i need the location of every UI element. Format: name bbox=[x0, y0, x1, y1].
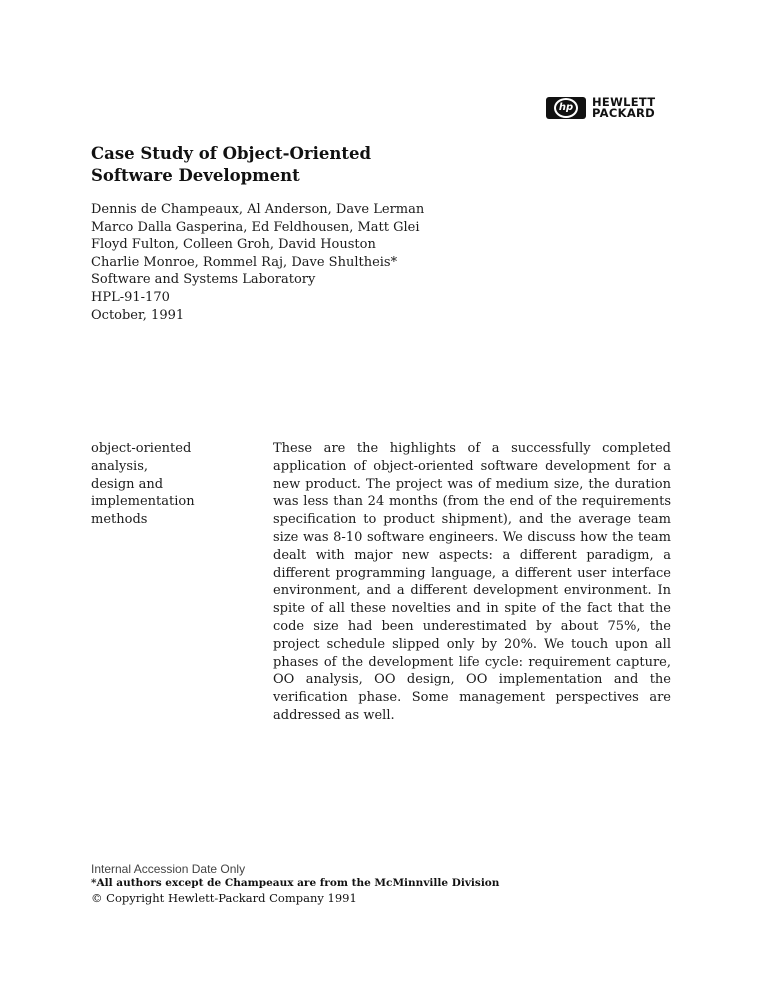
author-line: Dennis de Champeaux, Al Anderson, Dave Lerman bbox=[91, 202, 425, 217]
laboratory: Software and Systems Laboratory bbox=[91, 272, 316, 288]
keywords bbox=[91, 440, 195, 529]
logo-line-1: HEWLETT bbox=[592, 95, 656, 109]
title-line-2: Software Development bbox=[91, 166, 300, 185]
hp-logo-icon bbox=[546, 97, 586, 119]
accession-note: Internal Accession Date Only bbox=[91, 862, 246, 876]
author-footnote: *All authors except de Champeaux are from the McMinnville Division bbox=[91, 877, 500, 889]
author-line: Marco Dalla Gasperina, Ed Feldhousen, Matt Glei bbox=[91, 219, 420, 235]
hp-logo bbox=[546, 97, 655, 119]
footer bbox=[91, 862, 499, 906]
paper-metadata bbox=[91, 201, 424, 324]
author-line: Floyd Fulton, Colleen Groh, David Houston bbox=[91, 237, 376, 253]
keyword-line: object-oriented bbox=[91, 441, 192, 456]
report-number: HPL-91-170 bbox=[91, 289, 170, 305]
hp-logo-mark-text: hp bbox=[554, 98, 578, 118]
abstract: These are the highlights of a successfully completed application of object-oriented software development for a new product. The project was of medium size, the duration was less than 24 months (from the end of the requirements specification to product shipment), and the average team size was 8-10 software engineers. We discuss how the team dealt with major new aspects: a different paradigm, a different programming language, a different user interface environment, and a different development environment. In spite of all these novelties and in spite of the fact that the code size had been underestimated by about 75%, the project schedule slipped only by 20%. We touch upon all phases of the development life cycle: requirement capture, OO analysis, OO design, OO implementation and the verification phase. Some management perspectives are addressed as well. bbox=[273, 441, 671, 723]
logo-line-2: PACKARD bbox=[592, 106, 656, 120]
title-line-1: Case Study of Object-Oriented bbox=[91, 144, 371, 163]
keyword-line: implementation bbox=[91, 494, 195, 510]
hp-logo-wordmark bbox=[592, 97, 655, 119]
publication-date: October, 1991 bbox=[91, 307, 185, 323]
paper-title bbox=[91, 143, 371, 187]
keyword-line: design and bbox=[91, 476, 164, 492]
author-line: Charlie Monroe, Rommel Raj, Dave Shultheis* bbox=[91, 254, 398, 270]
copyright-notice: © Copyright Hewlett-Packard Company 1991 bbox=[91, 891, 357, 905]
keyword-line: methods bbox=[91, 512, 148, 528]
keyword-line: analysis, bbox=[91, 458, 149, 474]
